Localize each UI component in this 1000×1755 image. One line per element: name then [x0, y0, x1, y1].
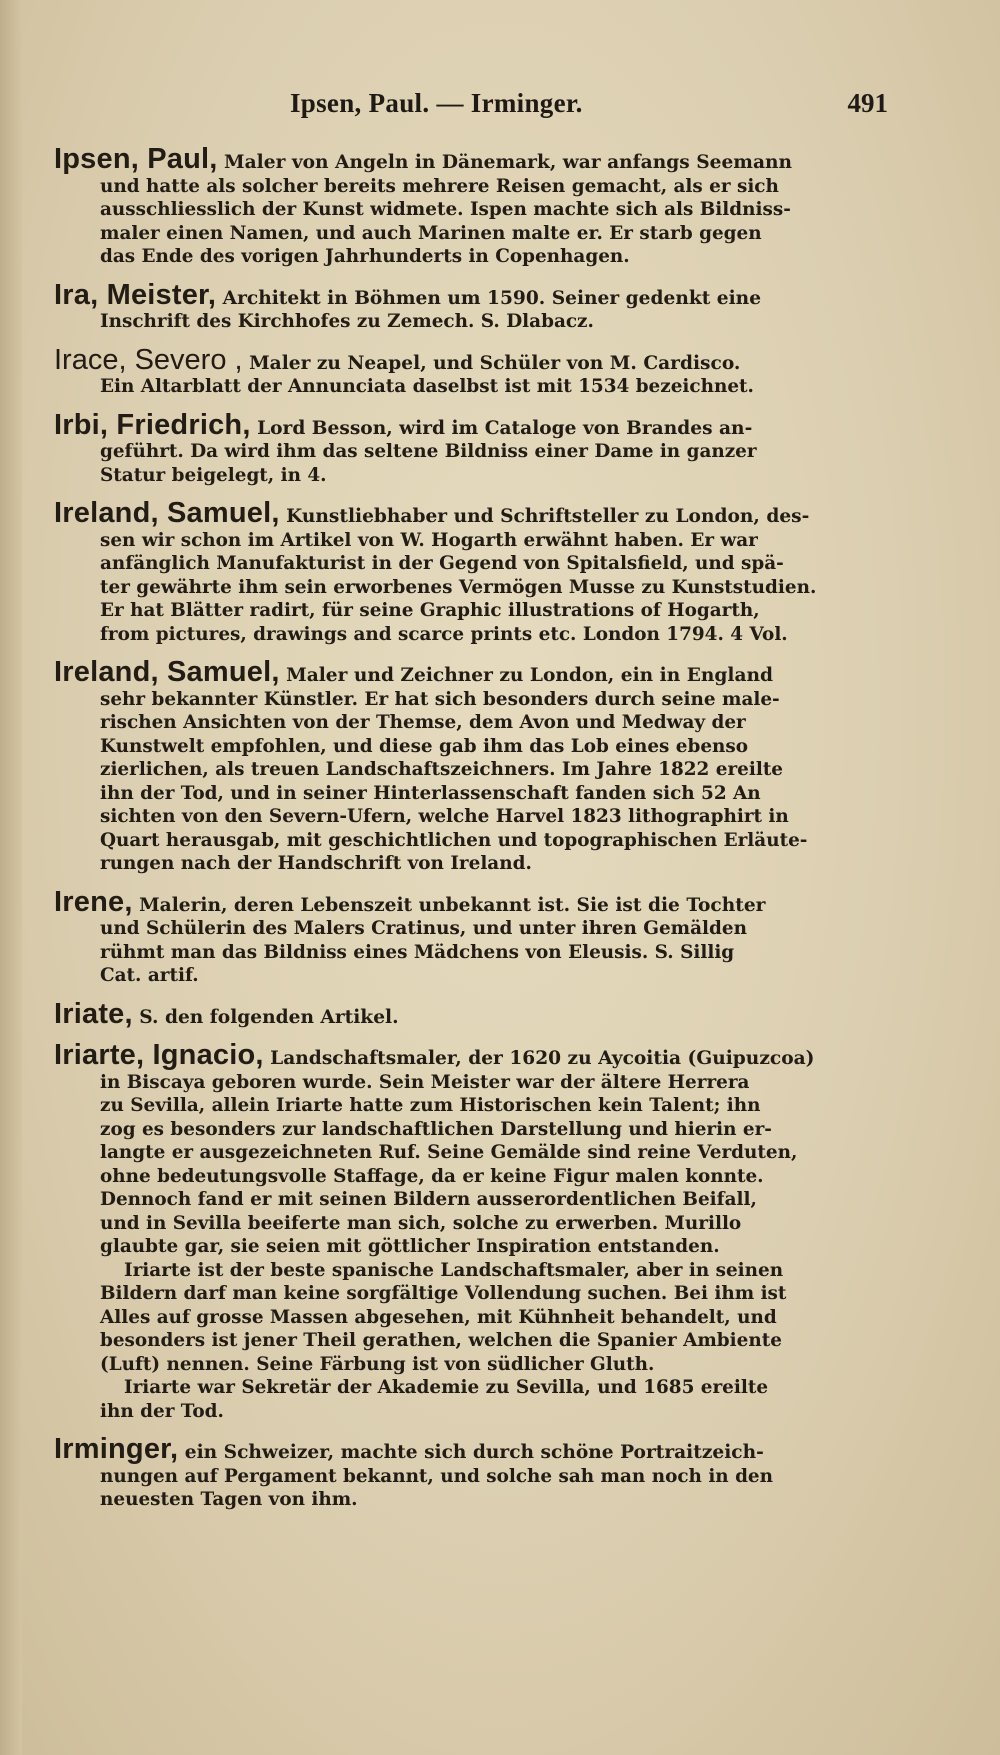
entry-ipsen — [54, 143, 906, 269]
entry-first-line — [54, 278, 906, 311]
entry-text: S. den folgenden Artikel. — [139, 1006, 399, 1028]
entry-headword: Ireland, Samuel, — [54, 656, 280, 688]
entry-paragraph-start: Iriarte ist der beste spanische Landschaftsmaler, aber in seinen — [124, 1259, 784, 1281]
entry-text: Maler und Zeichner zu London, ein in England — [286, 665, 774, 686]
entry-headword: Irene, — [54, 885, 133, 918]
entry-ireland-painter — [54, 656, 906, 876]
entry-paragraph-start: Iriarte war Sekretär der Akademie zu Sevilla, und 1685 ereilte — [124, 1377, 769, 1398]
entry-irene — [54, 885, 906, 988]
entry-line: rungen nach der Handschrift von Ireland. — [100, 853, 532, 874]
entry-line: Er hat Blätter radirt, für seine Graphic illustrations of Hogarth, — [100, 600, 760, 621]
entry-first-line — [54, 997, 906, 1030]
entry-line: Quart herausgab, mit geschichtlichen und topographischen Erläute- — [100, 829, 808, 851]
entry-first-line — [54, 343, 906, 376]
entry-line: ter gewährte ihm sein erworbenes Vermögen Musse zu Kunststudien. — [100, 576, 817, 598]
page-gutter — [0, 0, 22, 1755]
entry-line: anfänglich Manufakturist in der Gegend von Spitalsfield, und spä- — [100, 553, 784, 574]
entry-text: ein Schweizer, machte sich durch schöne Portraitzeich- — [184, 1442, 764, 1463]
entry-line: besonders ist jener Theil gerathen, welchen die Spanier Ambiente — [100, 1330, 782, 1351]
entry-line: Inschrift des Kirchhofes zu Zemech. S. Dlabacz. — [100, 311, 594, 332]
entry-line: Dennoch fand er mit seinen Bildern ausserordentlichen Beifall, — [100, 1189, 757, 1210]
entry-line: ohne bedeutungsvolle Staffage, da er keine Figur malen konnte. — [100, 1165, 764, 1187]
entry-text: Landschaftsmaler, der 1620 zu Aycoitia (Guipuzcoa) — [270, 1048, 815, 1069]
entry-text: Architekt in Böhmen um 1590. Seiner gedenkt eine — [222, 287, 762, 309]
page-number: 491 — [847, 88, 888, 118]
entry-irace — [54, 343, 906, 399]
entry-line: und hatte als solcher bereits mehrere Reisen gemacht, als er sich — [100, 175, 779, 197]
entry-line: Alles auf grosse Massen abgesehen, mit Kühnheit behandelt, und — [100, 1306, 777, 1328]
entry-line: rischen Ansichten von der Themse, dem Avon und Medway der — [100, 712, 746, 733]
entry-line: (Luft) nennen. Seine Färbung ist von südlicher Gluth. — [100, 1353, 655, 1375]
entry-line: sen wir schon im Artikel von W. Hogarth erwähnt haben. Er war — [100, 529, 758, 551]
entry-text: Kunstliebhaber und Schriftsteller zu London, des- — [286, 506, 810, 527]
entry-line: neuesten Tagen von ihm. — [100, 1489, 358, 1510]
entry-headword: Irbi, Friedrich, — [54, 408, 251, 441]
entry-text: Maler zu Neapel, und Schüler von M. Cardisco. — [249, 352, 741, 374]
entry-first-line — [54, 656, 906, 688]
entry-first-line — [54, 1039, 906, 1071]
entry-first-line — [54, 497, 906, 529]
entry-ira — [54, 278, 906, 334]
entry-line: geführt. Da wird ihm das seltene Bildniss einer Dame in ganzer — [100, 441, 757, 462]
entry-line: Ein Altarblatt der Annunciata daselbst ist mit 1534 bezeichnet. — [100, 376, 754, 397]
entry-line: ihn der Tod, und in seiner Hinterlassenschaft fanden sich 52 An — [100, 782, 761, 804]
entry-text: Malerin, deren Lebenszeit unbekannt ist. Sie ist die Tochter — [139, 894, 766, 916]
entry-line: in Biscaya geboren wurde. Sein Meister war der ältere Herrera — [100, 1071, 750, 1093]
entry-line: nungen auf Pergament bekannt, und solche sah man noch in den — [100, 1465, 774, 1487]
entry-first-line — [54, 143, 906, 175]
entry-headword: Ipsen, Paul, — [54, 143, 218, 175]
entry-line: sehr bekannter Künstler. Er hat sich besonders durch seine male- — [100, 688, 780, 710]
entry-headword: Iriarte, Ignacio, — [54, 1039, 264, 1071]
entry-irbi — [54, 408, 906, 488]
entry-line: glaubte gar, sie seien mit göttlicher Inspiration entstanden. — [100, 1236, 720, 1257]
entry-iriate — [54, 997, 906, 1030]
entry-line: maler einen Namen, und auch Marinen malte er. Er starb gegen — [100, 222, 762, 244]
entry-line: Bildern darf man keine sorgfältige Vollendung suchen. Bei ihm ist — [100, 1283, 787, 1304]
entry-headword: Ireland, Samuel, — [54, 497, 280, 529]
entry-first-line — [54, 1433, 906, 1465]
running-head: Ipsen, Paul. — Irminger. — [290, 88, 583, 118]
entry-line: rühmt man das Bildniss eines Mädchens von Eleusis. S. Sillig — [100, 941, 735, 963]
entry-line: Statur beigelegt, in 4. — [100, 464, 327, 486]
entry-line: das Ende des vorigen Jahrhunderts in Copenhagen. — [100, 246, 630, 267]
entry-line: langte er ausgezeichneten Ruf. Seine Gemälde sind reine Verduten, — [100, 1142, 798, 1163]
dictionary-entries — [54, 143, 906, 1527]
entry-text: Maler von Angeln in Dänemark, war anfangs Seemann — [224, 152, 793, 173]
entry-irminger — [54, 1433, 906, 1512]
entry-text: Lord Besson, wird im Cataloge von Brandes an- — [257, 417, 753, 439]
entry-first-line — [54, 885, 906, 918]
entry-line: ausschliesslich der Kunst widmete. Ispen machte sich als Bildniss- — [100, 199, 791, 220]
entry-line: Kunstwelt empfohlen, und diese gab ihm das Lob eines ebenso — [100, 735, 749, 757]
entry-iriarte — [54, 1039, 906, 1423]
entry-headword: Irminger, — [54, 1433, 179, 1465]
entry-ireland-collector — [54, 497, 906, 646]
entry-line: sichten von den Severn-Ufern, welche Harvel 1823 lithographirt in — [100, 806, 789, 827]
entry-line: ihn der Tod. — [100, 1400, 224, 1422]
page-header — [0, 88, 1000, 128]
entry-line: Cat. artif. — [100, 965, 199, 986]
entry-line: from pictures, drawings and scarce prints etc. London 1794. 4 Vol. — [100, 623, 788, 645]
entry-line: und Schülerin des Malers Cratinus, und unter ihren Gemälden — [100, 918, 747, 939]
entry-headword: Iriate, — [54, 997, 133, 1030]
entry-line: zierlichen, als treuen Landschaftszeichners. Im Jahre 1822 ereilte — [100, 759, 784, 780]
entry-headword: Irace, Severo , — [54, 343, 243, 376]
entry-headword: Ira, Meister, — [54, 278, 217, 311]
entry-line: zog es besonders zur landschaftlichen Darstellung und hierin er- — [100, 1118, 772, 1140]
entry-line: zu Sevilla, allein Iriarte hatte zum Historischen kein Talent; ihn — [100, 1095, 761, 1116]
entry-line: und in Sevilla beeiferte man sich, solche zu erwerben. Murillo — [100, 1212, 742, 1234]
entry-first-line — [54, 408, 906, 441]
